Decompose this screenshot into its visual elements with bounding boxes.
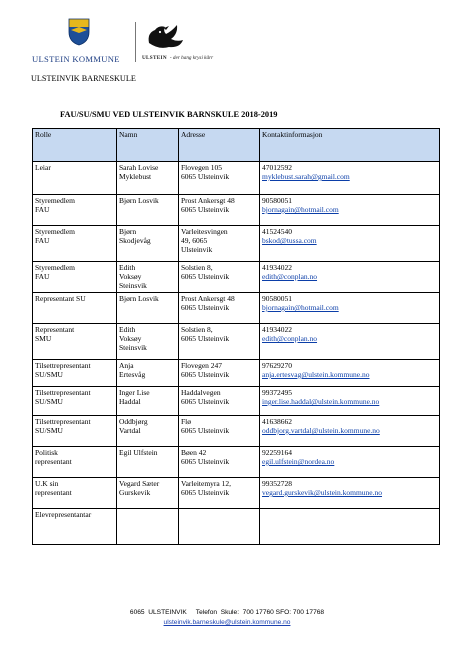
cell-adresse-line: Ulsteinvik bbox=[181, 245, 213, 254]
cell-rolle-line: U.K sin bbox=[35, 479, 59, 488]
cell-kontakt bbox=[260, 478, 440, 509]
table-row bbox=[33, 226, 440, 262]
cell-adresse-line: 6065 Ulsteinvik bbox=[181, 272, 230, 281]
cell-kontakt bbox=[260, 324, 440, 360]
table-row bbox=[33, 162, 440, 195]
cell-kontakt bbox=[260, 447, 440, 478]
cell-adresse-line: 6065 Ulsteinvik bbox=[181, 370, 230, 379]
cell-kontakt bbox=[260, 195, 440, 226]
footer-contact-line: 6065 ULSTEINVIK Telefon Skule: 700 17760 SFO: 700 17768 bbox=[129, 609, 325, 616]
table-row bbox=[33, 416, 440, 447]
contact-email-link[interactable]: myklebust.sarah@gmail.com bbox=[262, 172, 350, 181]
contact-phone: 41934022 bbox=[262, 325, 292, 334]
cell-adresse-line: 6065 Ulsteinvik bbox=[181, 334, 230, 343]
cell-namn-line: Vegard Sæter bbox=[119, 479, 160, 488]
cell-namn bbox=[117, 509, 179, 545]
cell-adresse-line: Solstien 8, bbox=[181, 325, 213, 334]
cell-kontakt bbox=[260, 416, 440, 447]
municipality-name: ULSTEIN KOMMUNE bbox=[32, 54, 120, 64]
contact-email-link[interactable]: vegard.gurskevik@ulstein.kommune.no bbox=[262, 488, 383, 497]
cell-rolle bbox=[33, 262, 117, 293]
header-rolle: Rolle bbox=[33, 129, 117, 162]
cell-namn-line: Inger Lise bbox=[119, 388, 150, 397]
cell-adresse bbox=[179, 478, 260, 509]
contact-email-link[interactable]: edith@conplan.no bbox=[262, 334, 318, 343]
cell-adresse bbox=[179, 293, 260, 324]
cell-namn bbox=[117, 447, 179, 478]
cell-namn-line: Vartdal bbox=[119, 426, 141, 435]
cell-adresse-line: Varleitemyra 12, bbox=[181, 479, 231, 488]
cell-adresse-line: 49, 6065 bbox=[181, 236, 208, 245]
table-row bbox=[33, 509, 440, 545]
cell-rolle-line: Representant bbox=[35, 325, 75, 334]
slogan bbox=[142, 55, 213, 61]
cell-kontakt bbox=[260, 509, 440, 545]
cell-rolle-line: SU/SMU bbox=[35, 397, 63, 406]
header-kontaktinformasjon: Kontaktinformasjon bbox=[260, 129, 440, 162]
school-name: ULSTEINVIK BARNESKULE bbox=[31, 74, 136, 83]
cell-adresse-line: Flovegen 105 bbox=[181, 163, 223, 172]
logo-divider bbox=[135, 22, 136, 62]
cell-adresse-line: Prost Ankersgt 48 bbox=[181, 294, 235, 303]
cell-namn-line: Bjørn Losvik bbox=[119, 196, 159, 205]
cell-rolle-line: Styremedlem bbox=[35, 263, 75, 272]
cell-rolle-line: Tilsettrepresentant bbox=[35, 361, 91, 370]
cell-adresse bbox=[179, 324, 260, 360]
cell-rolle-line: FAU bbox=[35, 236, 50, 245]
cell-adresse-line: 6065 Ulsteinvik bbox=[181, 397, 230, 406]
cell-adresse bbox=[179, 195, 260, 226]
cell-rolle-line: SU/SMU bbox=[35, 426, 63, 435]
contact-phone: 92259164 bbox=[262, 448, 292, 457]
contact-email-link[interactable]: oddbjorg.vartdal@ulstein.kommune.no bbox=[262, 426, 380, 435]
cell-adresse-line: 6065 Ulsteinvik bbox=[181, 205, 230, 214]
cell-rolle bbox=[33, 324, 117, 360]
cell-rolle bbox=[33, 293, 117, 324]
cell-namn bbox=[117, 262, 179, 293]
cell-namn-line: Egil Ulfstein bbox=[119, 448, 158, 457]
cell-adresse bbox=[179, 509, 260, 545]
cell-namn bbox=[117, 416, 179, 447]
cell-adresse-line: 6065 Ulsteinvik bbox=[181, 303, 230, 312]
contact-email-link[interactable]: bjornagain@hotmail.com bbox=[262, 303, 339, 312]
board-members-table bbox=[32, 128, 440, 545]
cell-adresse-line: Prost Ankersgt 48 bbox=[181, 196, 235, 205]
cell-kontakt bbox=[260, 387, 440, 416]
cell-namn bbox=[117, 293, 179, 324]
cell-adresse bbox=[179, 226, 260, 262]
contact-email-link[interactable]: bjornagain@hotmail.com bbox=[262, 205, 339, 214]
table-header-row bbox=[33, 129, 440, 162]
cell-rolle-line: SU/SMU bbox=[35, 370, 63, 379]
cell-rolle-line: representant bbox=[35, 457, 72, 466]
cell-rolle bbox=[33, 416, 117, 447]
cell-rolle-line: SMU bbox=[35, 334, 52, 343]
cell-adresse bbox=[179, 416, 260, 447]
cell-kontakt bbox=[260, 162, 440, 195]
table-row bbox=[33, 195, 440, 226]
cell-namn bbox=[117, 195, 179, 226]
contact-email-link[interactable]: anja.ertesvag@ulstein.kommune.no bbox=[262, 370, 370, 379]
cell-adresse-line: Flovegen 247 bbox=[181, 361, 223, 370]
cell-namn-line: Voksøy bbox=[119, 334, 142, 343]
cell-namn-line: Voksøy bbox=[119, 272, 142, 281]
cell-namn-line: Steinsvik bbox=[119, 343, 147, 352]
cell-adresse-line: 6065 Ulsteinvik bbox=[181, 488, 230, 497]
cell-namn-line: Myklebust bbox=[119, 172, 152, 181]
cell-namn bbox=[117, 360, 179, 387]
cell-adresse-line: 6065 Ulsteinvik bbox=[181, 457, 230, 466]
contact-phone: 41524540 bbox=[262, 227, 292, 236]
cell-namn-line: Edith bbox=[119, 263, 136, 272]
table-row bbox=[33, 262, 440, 293]
cell-kontakt bbox=[260, 226, 440, 262]
contact-email-link[interactable]: bskod@tussa.com bbox=[262, 236, 317, 245]
contact-phone: 41934022 bbox=[262, 263, 292, 272]
cell-namn bbox=[117, 387, 179, 416]
cell-namn-line: Steinsvik bbox=[119, 281, 147, 290]
cell-namn-line: Oddbjørg bbox=[119, 417, 148, 426]
header-adresse: Adresse bbox=[179, 129, 260, 162]
table-row bbox=[33, 478, 440, 509]
table-row bbox=[33, 447, 440, 478]
cell-namn-line: Sarah Lovise bbox=[119, 163, 159, 172]
header-namn: Namn bbox=[117, 129, 179, 162]
cell-kontakt bbox=[260, 293, 440, 324]
slogan-name: ULSTEIN bbox=[142, 55, 167, 61]
contact-email-link[interactable]: inger.lise.haddal@ulstein.kommune.no bbox=[262, 397, 380, 406]
cell-rolle bbox=[33, 360, 117, 387]
cell-namn-line: Bjørn bbox=[119, 227, 137, 236]
cell-kontakt bbox=[260, 360, 440, 387]
cell-rolle bbox=[33, 162, 117, 195]
cell-adresse bbox=[179, 447, 260, 478]
cell-adresse bbox=[179, 387, 260, 416]
contact-phone: 41638662 bbox=[262, 417, 292, 426]
cell-rolle bbox=[33, 447, 117, 478]
cell-adresse-line: Varleitesvingen bbox=[181, 227, 228, 236]
cell-namn-line: Haddal bbox=[119, 397, 141, 406]
table-row bbox=[33, 387, 440, 416]
cell-rolle-line: Tilsettrepresentant bbox=[35, 388, 91, 397]
cell-adresse-line: 6065 Ulsteinvik bbox=[181, 426, 230, 435]
cell-kontakt bbox=[260, 262, 440, 293]
table-row bbox=[33, 360, 440, 387]
cell-rolle-line: Styremedlem bbox=[35, 227, 75, 236]
contact-phone: 99372495 bbox=[262, 388, 292, 397]
cell-namn-line: Edith bbox=[119, 325, 136, 334]
slogan-text: - der hang krysi kårr bbox=[169, 55, 214, 61]
cell-adresse bbox=[179, 262, 260, 293]
cell-rolle bbox=[33, 509, 117, 545]
letterhead bbox=[30, 16, 430, 66]
footer-email-link[interactable]: ulsteinvik.barneskule@ulstein.kommune.no bbox=[163, 619, 291, 626]
cell-adresse-line: Solstien 8, bbox=[181, 263, 213, 272]
cell-rolle-line: FAU bbox=[35, 205, 50, 214]
table-row bbox=[33, 293, 440, 324]
cell-namn bbox=[117, 226, 179, 262]
cell-rolle-line: Politisk bbox=[35, 448, 58, 457]
table-row bbox=[33, 324, 440, 360]
cell-adresse bbox=[179, 162, 260, 195]
contact-phone: 97629270 bbox=[262, 361, 292, 370]
cell-rolle-line: Tilsettrepresentant bbox=[35, 417, 91, 426]
contact-phone: 99352728 bbox=[262, 479, 292, 488]
cell-rolle bbox=[33, 195, 117, 226]
contact-email-link[interactable]: edith@conplan.no bbox=[262, 272, 318, 281]
cell-namn-line: Gurskevik bbox=[119, 488, 151, 497]
footer bbox=[0, 608, 454, 628]
cell-adresse bbox=[179, 360, 260, 387]
cell-namn bbox=[117, 478, 179, 509]
cell-rolle-line: Styremedlem bbox=[35, 196, 75, 205]
cell-rolle bbox=[33, 478, 117, 509]
cell-adresse-line: Haddalvegen bbox=[181, 388, 221, 397]
cell-rolle bbox=[33, 226, 117, 262]
contact-phone: 90580051 bbox=[262, 294, 292, 303]
cell-rolle-line: Leiar bbox=[35, 163, 51, 172]
cell-rolle-line: Elevrepresentantar bbox=[35, 510, 92, 519]
cell-rolle-line: representant bbox=[35, 488, 72, 497]
cell-adresse-line: Flø bbox=[181, 417, 192, 426]
ulstein-bird-logo-icon bbox=[142, 21, 188, 53]
cell-namn-line: Ertesvåg bbox=[119, 370, 146, 379]
contact-phone: 47012592 bbox=[262, 163, 292, 172]
cell-namn-line: Bjørn Losvik bbox=[119, 294, 159, 303]
cell-adresse-line: Bøen 42 bbox=[181, 448, 207, 457]
contact-email-link[interactable]: egil.ulfstein@nordea.no bbox=[262, 457, 335, 466]
cell-rolle-line: Representant SU bbox=[35, 294, 86, 303]
ulstein-coat-of-arms-icon bbox=[68, 18, 90, 46]
cell-namn bbox=[117, 324, 179, 360]
contact-phone: 90580051 bbox=[262, 196, 292, 205]
cell-adresse-line: 6065 Ulsteinvik bbox=[181, 172, 230, 181]
cell-namn-line: Anja bbox=[119, 361, 134, 370]
cell-namn-line: Skodjevåg bbox=[119, 236, 151, 245]
cell-rolle bbox=[33, 387, 117, 416]
cell-namn bbox=[117, 162, 179, 195]
document-title: FAU/SU/SMU VED ULSTEINVIK BARNSKULE 2018-2019 bbox=[60, 110, 278, 119]
cell-rolle-line: FAU bbox=[35, 272, 50, 281]
